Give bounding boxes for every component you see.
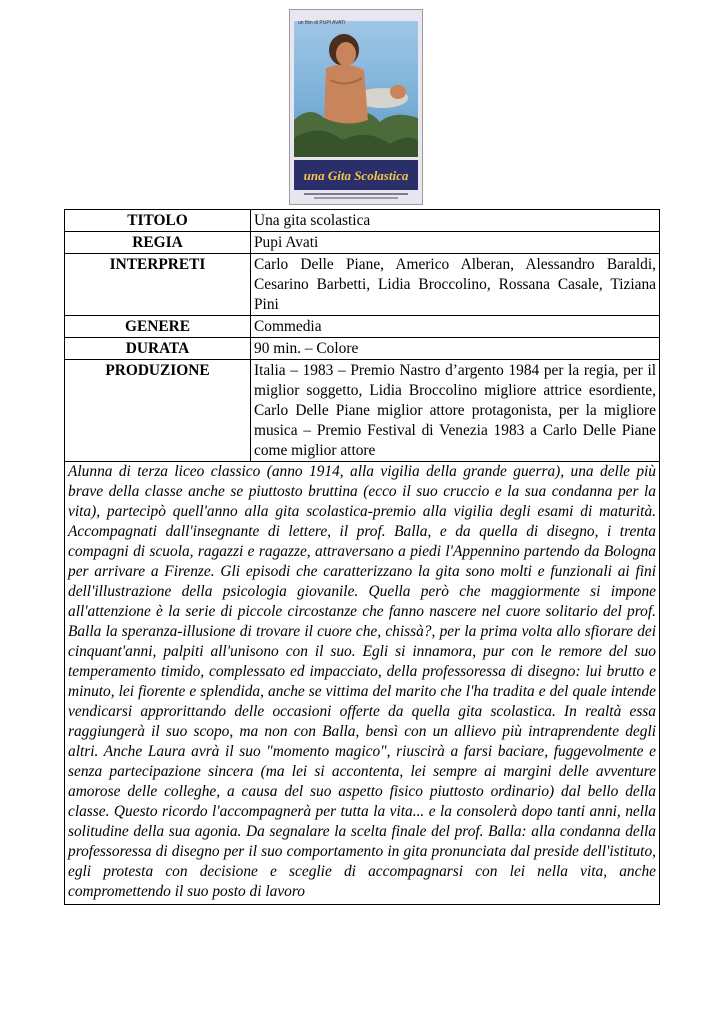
- info-label: PRODUZIONE: [65, 360, 251, 462]
- info-value: Carlo Delle Piane, Americo Alberan, Alessandro Baraldi, Cesarino Barbetti, Lidia Broccolino, Rossana Casale, Tiziana Pini: [251, 254, 660, 316]
- info-row-cast: [65, 254, 660, 316]
- info-value: Italia – 1983 – Premio Nastro d’argento 1984 per la regia, per il miglior soggetto, Lidia Broccolino migliore attrice esordiente, Carlo Delle Piane miglior attore protagonista, per la migliore musica – Premio Festival di Venezia 1983 a Carlo Delle Piane come miglior attore: [251, 360, 660, 462]
- info-label: INTERPRETI: [65, 254, 251, 316]
- info-label: GENERE: [65, 316, 251, 338]
- info-label: REGIA: [65, 232, 251, 254]
- info-value: Commedia: [251, 316, 660, 338]
- synopsis-row: [65, 462, 660, 905]
- poster-top-credit: un film di PUPI AVATI: [298, 20, 346, 26]
- info-row-production: [65, 360, 660, 462]
- info-label: TITOLO: [65, 210, 251, 232]
- info-value: Pupi Avati: [251, 232, 660, 254]
- info-row-director: [65, 232, 660, 254]
- info-label: DURATA: [65, 338, 251, 360]
- synopsis-text: Alunna di terza liceo classico (anno 1914, alla vigilia della grande guerra), una delle più brave della classe anche se piuttosto bruttina (ecco il suo cruccio e la sua condanna per la vita), partecipò quell'anno alla gita scolastica-premio alla vigilia degli esami di maturità. Accompagnati dall'insegnante di lettere, il prof. Balla, e da quella di disegno, i trenta compagni di scuola, ragazzi e ragazze, attraversano a piedi l'Appennino partendo da Bologna per arrivare a Firenze. Gli episodi che caratterizzano la gita sono molti e funzionali ai fini dell'illustrazione della psicologia giovanile. Quella però che maggiormente si impone all'attenzione è la serie di piccole circostanze che fanno nascere nel cuore solitario del prof. Balla la speranza-illusione di trovare il cuore che, chissà?, per la prima volta allo sfiorare dei cinquant'anni, palpiti all'unisono con il suo. Egli si innamora, pur con le remore del suo temperamento timido, complessato ed impacciato, della professoressa di disegno: lui brutto e minuto, lei fiorente e splendida, anche se vittima del marito che l'ha tradita e del quale intende vendicarsi approrittando delle occasioni offerte da quella gita scolastica. In realtà essa raggiungerà il suo scopo, ma non con Balla, bensì con un allievo più intraprendente degli altri. Anche Laura avrà il suo "momento magico", riuscirà a farsi baciare, fuggevolmente e senza partecipazione sincera (ma lei si accontenta, lei sempre ai margini delle avventure amorose delle colleghe, a causa del suo aspetto fisico piuttosto ordinario) dal bello della classe. Questo ricordo l'accompagnerà per tutta la vita... e la consolerà dopo tanti anni, nella solitudine della sua agonia. Da segnalare la scelta finale del prof. Balla: alla condanna della professoressa di disegno per il suo comportamento in gita pronunciata dal preside dell'istituto, egli protesta con decisione e sceglie di accompagnarsi con lei nella vita, anche compromettendo il suo posto di lavoro: [65, 462, 660, 905]
- info-value: 90 min. – Colore: [251, 338, 660, 360]
- film-info-table: [64, 209, 660, 905]
- poster-artwork: [290, 10, 422, 204]
- info-row-duration: [65, 338, 660, 360]
- info-value: Una gita scolastica: [251, 210, 660, 232]
- info-row-title: [65, 210, 660, 232]
- info-row-genre: [65, 316, 660, 338]
- poster-title: una Gita Scolastica: [303, 168, 409, 183]
- movie-poster: [289, 9, 423, 205]
